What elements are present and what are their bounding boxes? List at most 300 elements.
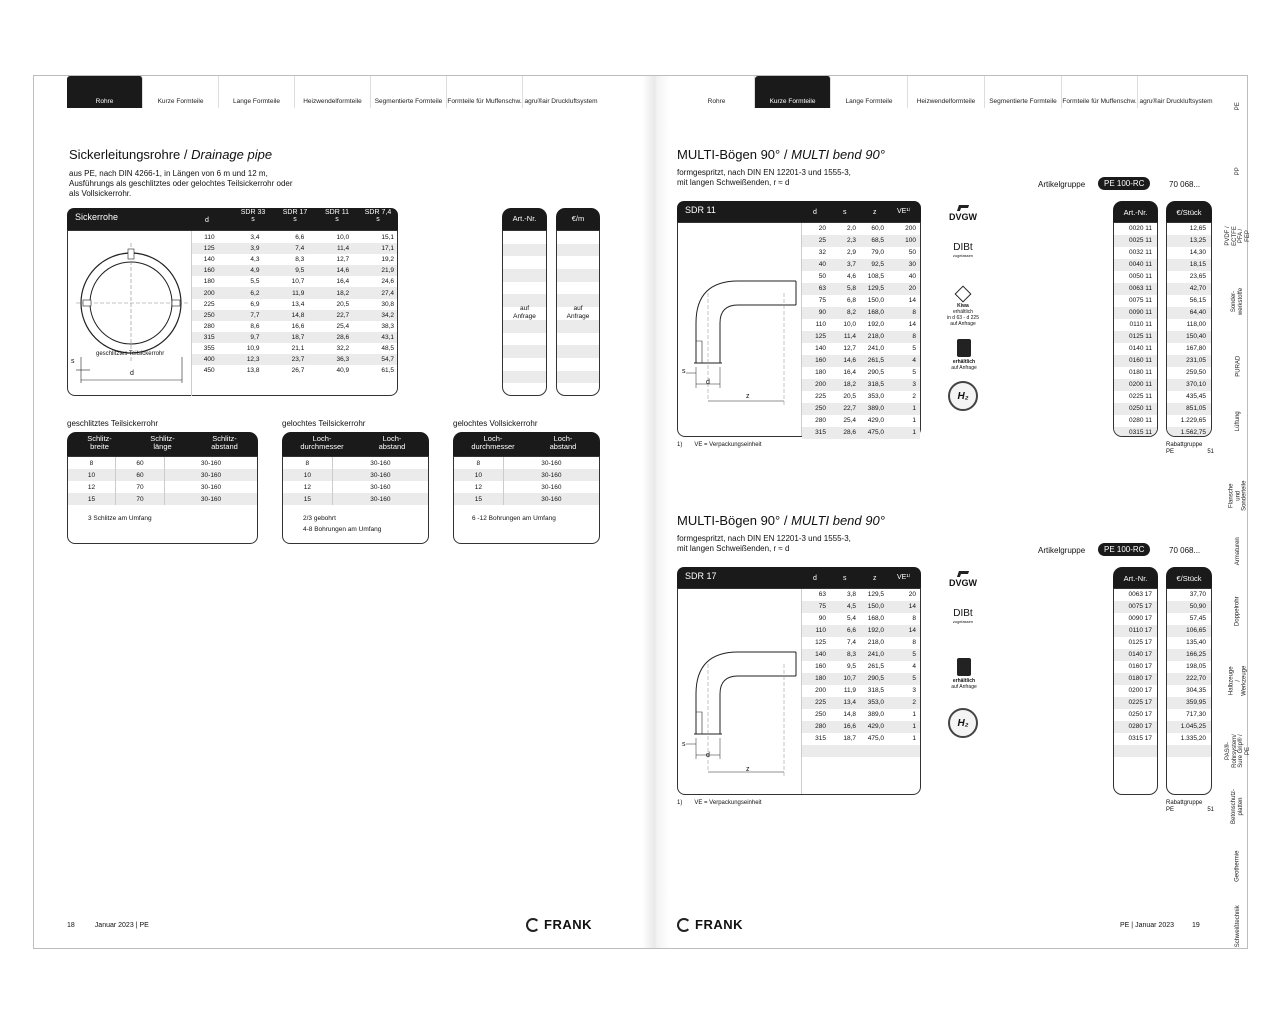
table-cell: 63 bbox=[818, 285, 826, 292]
price-cell: 851,05 bbox=[1167, 403, 1211, 415]
table-cell: 22,7 bbox=[843, 405, 856, 412]
table-cell: 11,9 bbox=[262, 287, 307, 298]
table-cell: 140 bbox=[815, 651, 826, 658]
table-cell: 20 bbox=[908, 285, 916, 292]
table-cell: 20,5 bbox=[843, 393, 856, 400]
price-cell: 717,30 bbox=[1186, 711, 1206, 718]
table-cell: 15,1 bbox=[381, 234, 394, 242]
sidebar-item-geothermie[interactable]: Geothermie bbox=[1234, 850, 1241, 882]
dim-s-label: s bbox=[71, 358, 75, 365]
table-cell: 280 bbox=[815, 417, 826, 424]
table-cell: 8 bbox=[476, 459, 481, 467]
table-cell: 125 bbox=[192, 243, 218, 254]
table-row bbox=[802, 403, 920, 415]
table-cell: 20 bbox=[818, 225, 826, 232]
tab-kurze-formteile-right[interactable]: Kurze Formteile bbox=[755, 76, 831, 108]
table-cell: 100 bbox=[905, 237, 916, 244]
bend-drawing bbox=[682, 634, 800, 784]
table-cell: 24,6 bbox=[381, 278, 394, 286]
price-cell: 57,45 bbox=[1189, 615, 1206, 622]
h2-ready-icon: H₂ bbox=[948, 381, 978, 411]
block-0-rabatt: Rabattgruppe PE 51 bbox=[1166, 442, 1214, 455]
table-cell: 1 bbox=[912, 735, 916, 742]
table-cell: 6,6 bbox=[846, 627, 856, 634]
t1-table bbox=[68, 457, 257, 505]
table-cell: 3 bbox=[912, 687, 916, 694]
table-row bbox=[192, 232, 397, 243]
table-cell: 280 bbox=[203, 322, 215, 330]
sidebar-item-pas[interactable]: PAS®-Rohrsystem/ Sure Grip® / PE bbox=[1225, 734, 1251, 768]
art-nr-cell: 0280 17 bbox=[1114, 721, 1157, 733]
dim-d-label: d bbox=[706, 752, 710, 759]
drawing-label: geschlitztes Teilsickerrohr bbox=[96, 351, 165, 357]
price-cell: 37,70 bbox=[1189, 591, 1206, 598]
price-cell: 14,30 bbox=[1189, 249, 1206, 256]
table-row bbox=[802, 235, 920, 247]
footer-right: PE | Januar 2023 19 bbox=[1120, 922, 1200, 929]
table-cell: 14 bbox=[908, 321, 916, 328]
page-gutter bbox=[642, 76, 670, 948]
sidebar-item-purad[interactable]: PURAD bbox=[1234, 355, 1241, 377]
table-cell: 26,7 bbox=[291, 367, 305, 375]
table-cell: 225 bbox=[815, 699, 826, 706]
table-cell: 21,9 bbox=[352, 265, 397, 276]
price-cell: 166,25 bbox=[1167, 649, 1211, 661]
block-1-group-label: Artikelgruppe bbox=[1038, 546, 1086, 555]
table-row bbox=[192, 310, 397, 321]
table-cell: 12 bbox=[474, 483, 482, 491]
table-row bbox=[192, 243, 397, 254]
table-cell: 1 bbox=[912, 405, 916, 412]
block-0-description: formgespritzt, nach DIN EN 12201-3 und 1555-3, mit langen Schweißenden, r ≈ d bbox=[677, 168, 851, 187]
table-cell: 68,5 bbox=[871, 237, 884, 244]
price-cell: 64,40 bbox=[1167, 307, 1211, 319]
table-cell: 30-160 bbox=[165, 481, 257, 493]
table-cell: 48,5 bbox=[381, 344, 394, 352]
table-cell: 28,6 bbox=[843, 429, 856, 436]
t1-box bbox=[67, 456, 258, 544]
table-cell: 7,7 bbox=[218, 310, 263, 321]
table-cell: 30-160 bbox=[503, 457, 599, 469]
table-row bbox=[802, 601, 920, 613]
t3-header: Loch- durchmesser Loch- abstand bbox=[453, 432, 600, 456]
table-cell: 15 bbox=[68, 493, 115, 505]
tab-muffenschw-left[interactable]: Formteile für Muffenschw. bbox=[447, 76, 523, 108]
price-cell: 222,70 bbox=[1167, 673, 1211, 685]
table-cell: 8 bbox=[912, 615, 916, 622]
sidebar-item-lueftung[interactable]: Lüftung bbox=[1234, 410, 1241, 432]
table-row bbox=[192, 254, 397, 265]
t1-note: 3 Schlitze am Umfang bbox=[88, 515, 152, 522]
table-cell: 9,5 bbox=[262, 265, 307, 276]
table-row bbox=[802, 757, 920, 769]
table-cell: 10 bbox=[68, 469, 115, 481]
table-row bbox=[68, 481, 257, 493]
table-cell: 32,2 bbox=[336, 344, 350, 352]
art-anfrage: auf Anfrage bbox=[513, 305, 536, 320]
art-nr-cell bbox=[1114, 757, 1157, 769]
table-cell: 2,3 bbox=[846, 237, 856, 244]
sidebar-item-pp[interactable]: PP bbox=[1234, 166, 1241, 176]
price-cell: 56,15 bbox=[1189, 297, 1206, 304]
table-cell: 1 bbox=[912, 429, 916, 436]
block-0-group-no: 70 068... bbox=[1169, 180, 1201, 189]
price-cell: 370,10 bbox=[1167, 379, 1211, 391]
dibt-logo: DIBt zugelassen bbox=[952, 608, 974, 624]
table-row bbox=[192, 332, 397, 343]
table-row bbox=[802, 697, 920, 709]
price-cell: 198,05 bbox=[1186, 663, 1206, 670]
sidebar-item-flansche[interactable]: Flansche und Sonderteile bbox=[1228, 480, 1248, 512]
art-nr-cell: 0090 11 bbox=[1114, 307, 1157, 319]
table-cell: 30-160 bbox=[503, 469, 599, 481]
block-1-art-header: Art.-Nr. bbox=[1113, 567, 1158, 589]
table-cell: 43,1 bbox=[352, 332, 397, 343]
tab-rohre-left[interactable]: Rohre bbox=[67, 76, 143, 108]
dim-d-label: d bbox=[130, 370, 134, 377]
sidebar-item-sonderwerkstoffe[interactable]: Sonder-werkstoffe bbox=[1231, 287, 1245, 315]
sidebar-item-pe[interactable]: PE bbox=[1234, 101, 1241, 111]
table-cell: 40 bbox=[818, 261, 826, 268]
table-cell: 8,3 bbox=[295, 256, 305, 264]
table-cell: 14,6 bbox=[843, 357, 856, 364]
table-cell: 22,7 bbox=[307, 310, 352, 321]
table-cell: 318,5 bbox=[867, 381, 884, 388]
art-nr-cell: 0225 17 bbox=[1114, 697, 1157, 709]
table-cell: 450 bbox=[203, 367, 215, 375]
art-nr-cell: 0160 11 bbox=[1114, 355, 1157, 367]
table-cell: 3,8 bbox=[846, 591, 856, 598]
block-0-title: MULTI-Bögen 90° / MULTI bend 90° bbox=[677, 147, 885, 162]
table-cell: 110 bbox=[815, 321, 826, 328]
table-cell: 290,5 bbox=[867, 675, 884, 682]
table-cell: 60 bbox=[115, 457, 164, 469]
table-cell: 30-160 bbox=[332, 493, 428, 505]
block-0-art-column bbox=[1113, 222, 1158, 437]
table-cell: 32 bbox=[818, 249, 826, 256]
table-cell: 150,0 bbox=[867, 603, 884, 610]
drainage-pipe-drawing bbox=[76, 237, 188, 387]
price-cell: 1.229,65 bbox=[1180, 417, 1206, 424]
sidebar-item-pvdf[interactable]: PVDF / ECTFE PFA / FEP bbox=[1225, 226, 1251, 246]
tab-lange-formteile-left[interactable]: Lange Formteile bbox=[219, 76, 295, 108]
tab-agruair-right[interactable]: agru®air Druckluftsystem bbox=[1139, 98, 1213, 105]
table-cell: 261,5 bbox=[867, 357, 884, 364]
table-cell: 218,0 bbox=[867, 333, 884, 340]
table-row bbox=[192, 365, 397, 376]
table-cell: 30 bbox=[908, 261, 916, 268]
block-1-group-no: 70 068... bbox=[1169, 546, 1201, 555]
art-nr-cell: 0110 17 bbox=[1114, 625, 1157, 637]
sidebar-item-halbzeuge[interactable]: Halbzeuge / Werkzeuge bbox=[1228, 665, 1248, 697]
table-cell: 38,3 bbox=[381, 322, 394, 330]
table-cell: 25,4 bbox=[843, 417, 856, 424]
table-cell: 70 bbox=[115, 481, 164, 493]
block-1-group-badge: PE 100-RC bbox=[1098, 543, 1150, 556]
table-row bbox=[802, 331, 920, 343]
price-cell: 118,00 bbox=[1186, 321, 1206, 328]
table-cell: 20,5 bbox=[336, 300, 350, 308]
table-cell: 140 bbox=[815, 345, 826, 352]
table-cell: 8,2 bbox=[846, 309, 856, 316]
table-row bbox=[802, 589, 920, 601]
price-cell: 150,40 bbox=[1167, 331, 1211, 343]
price-cell: 106,65 bbox=[1167, 625, 1211, 637]
tab-agruair-left[interactable]: agru®air Druckluftsystem bbox=[524, 98, 598, 105]
table-row bbox=[802, 721, 920, 733]
table-row bbox=[283, 481, 428, 493]
table-cell: 30-160 bbox=[332, 481, 428, 493]
table-row bbox=[802, 427, 920, 439]
sidebar-item-betonschutz[interactable]: Betonschutz-platten bbox=[1231, 788, 1244, 824]
table-cell: 225 bbox=[815, 393, 826, 400]
sickerrohe-header: Sickerrohe d SDR 33 s SDR 17 s SDR 11 s SDR 7,4 s bbox=[67, 208, 398, 231]
price-header-left: €/m bbox=[556, 208, 600, 230]
sickerrohe-table bbox=[192, 232, 397, 376]
sidebar-item-doppelrohr[interactable]: Doppelrohr bbox=[1234, 596, 1241, 626]
sickerrohe-box bbox=[67, 230, 398, 396]
table-cell: 429,0 bbox=[867, 723, 884, 730]
tab-heizwendel-left[interactable]: Heizwendelformteile bbox=[295, 76, 371, 108]
table-cell: 30-160 bbox=[503, 493, 599, 505]
table-row bbox=[802, 319, 920, 331]
table-cell: 192,0 bbox=[867, 627, 884, 634]
table-cell: 30-160 bbox=[332, 457, 428, 469]
table-cell: 7,4 bbox=[846, 639, 856, 646]
table-cell: 5,5 bbox=[250, 278, 260, 286]
wras-cert: erhältlich auf Anfrage bbox=[948, 658, 980, 690]
price-cell bbox=[1167, 745, 1211, 757]
table-cell: 30-160 bbox=[332, 469, 428, 481]
table-cell: 3,7 bbox=[846, 261, 856, 268]
price-cell: 135,40 bbox=[1186, 639, 1206, 646]
table-cell: 8,3 bbox=[846, 651, 856, 658]
table-row bbox=[802, 271, 920, 283]
block-0-price-header: €/Stück bbox=[1166, 201, 1212, 223]
block-1-footnote: 1) VE = Verpackungseinheit bbox=[677, 800, 762, 806]
dibt-logo: DIBt zugelassen bbox=[952, 242, 974, 258]
block-1-description: formgespritzt, nach DIN EN 12201-3 und 1555-3, mit langen Schweißenden, r ≈ d bbox=[677, 534, 851, 553]
table-cell: 389,0 bbox=[867, 711, 884, 718]
table-row bbox=[192, 321, 397, 332]
dim-z-label: z bbox=[746, 393, 750, 400]
t2-table bbox=[283, 457, 428, 505]
price-cell: 359,95 bbox=[1167, 697, 1211, 709]
table-cell: 10 bbox=[283, 469, 332, 481]
table-cell: 4 bbox=[912, 663, 916, 670]
block-0-footnote: 1) VE = Verpackungseinheit bbox=[677, 442, 762, 448]
table-cell: 5,4 bbox=[846, 615, 856, 622]
table-row bbox=[802, 367, 920, 379]
table-cell: 16,6 bbox=[843, 723, 856, 730]
table-cell: 10,0 bbox=[843, 321, 856, 328]
dvgw-logo: DVGW bbox=[947, 571, 979, 588]
table-cell: 2 bbox=[912, 393, 916, 400]
table-cell: 429,0 bbox=[867, 417, 884, 424]
art-nr-cell: 0160 17 bbox=[1128, 663, 1152, 670]
block-0-art-header: Art.-Nr. bbox=[1113, 201, 1158, 223]
table-cell: 125 bbox=[815, 333, 826, 340]
table-row bbox=[68, 493, 257, 505]
table-cell: 315 bbox=[815, 735, 826, 742]
table-cell: 30-160 bbox=[165, 457, 257, 469]
table-cell: 2 bbox=[912, 699, 916, 706]
table-cell: 1 bbox=[912, 711, 916, 718]
table-cell: 14 bbox=[908, 603, 916, 610]
table-cell: 20 bbox=[908, 591, 916, 598]
table-cell: 160 bbox=[815, 357, 826, 364]
table-cell: 36,3 bbox=[307, 354, 352, 365]
price-cell: 42,70 bbox=[1167, 283, 1211, 295]
table-cell: 3,4 bbox=[250, 234, 260, 242]
table-cell: 92,5 bbox=[871, 261, 884, 268]
table-cell: 30-160 bbox=[165, 493, 257, 505]
tab-muffenschw-right[interactable]: Formteile für Muffenschw. bbox=[1062, 76, 1138, 108]
table-row bbox=[802, 637, 920, 649]
table-row bbox=[283, 469, 428, 481]
table-cell: 54,7 bbox=[352, 354, 397, 365]
table-cell: 10,0 bbox=[336, 234, 350, 242]
price-anfrage: auf Anfrage bbox=[566, 305, 590, 320]
art-nr-cell: 0050 11 bbox=[1128, 273, 1152, 280]
block-0-box bbox=[677, 222, 921, 437]
table-cell: 4,9 bbox=[218, 265, 263, 276]
table-cell: 18,2 bbox=[307, 287, 352, 298]
block-1-title: MULTI-Bögen 90° / MULTI bend 90° bbox=[677, 513, 885, 528]
table-cell: 389,0 bbox=[867, 405, 884, 412]
table-cell: 75 bbox=[818, 603, 826, 610]
art-nr-cell: 0280 11 bbox=[1128, 417, 1152, 424]
table-cell: 14,8 bbox=[262, 310, 307, 321]
table-cell: 2,0 bbox=[846, 225, 856, 232]
price-cell: 1.335,20 bbox=[1180, 735, 1206, 742]
art-nr-cell: 0075 17 bbox=[1114, 601, 1157, 613]
table-cell: 30-160 bbox=[503, 481, 599, 493]
price-cell: 23,65 bbox=[1189, 273, 1206, 280]
table-cell: 13,4 bbox=[291, 300, 305, 308]
art-nr-cell: 0250 17 bbox=[1128, 711, 1152, 718]
table-cell: 250 bbox=[192, 310, 218, 321]
block-0-group-label: Artikelgruppe bbox=[1038, 180, 1086, 189]
table-cell: 50 bbox=[908, 249, 916, 256]
art-nr-cell: 0090 17 bbox=[1128, 615, 1152, 622]
frank-logo-left: FRANK bbox=[526, 917, 592, 932]
table-row bbox=[68, 457, 257, 469]
art-nr-cell: 0075 11 bbox=[1128, 297, 1152, 304]
frank-logo-mark bbox=[677, 918, 691, 932]
table-cell: 180 bbox=[815, 675, 826, 682]
art-nr-cell: 0063 11 bbox=[1114, 283, 1157, 295]
table-row bbox=[68, 469, 257, 481]
table-cell: 6,2 bbox=[218, 287, 263, 298]
table-cell: 10 bbox=[454, 469, 503, 481]
sidebar-item-armaturen[interactable]: Armaturen bbox=[1234, 536, 1241, 566]
art-nr-cell: 0040 11 bbox=[1114, 259, 1157, 271]
table-cell: 315 bbox=[192, 332, 218, 343]
table-cell: 160 bbox=[815, 663, 826, 670]
art-nr-cell: 0032 11 bbox=[1128, 249, 1152, 256]
table-cell: 475,0 bbox=[867, 735, 884, 742]
table-cell: 13,4 bbox=[843, 699, 856, 706]
t3-note: 6 -12 Bohrungen am Umfang bbox=[472, 515, 556, 522]
tab-kurze-formteile-left[interactable]: Kurze Formteile bbox=[143, 76, 219, 108]
price-cell: 167,80 bbox=[1186, 345, 1206, 352]
table-cell: 5 bbox=[912, 651, 916, 658]
table-cell: 15 bbox=[454, 493, 503, 505]
table-row bbox=[802, 613, 920, 625]
table-cell: 200 bbox=[815, 687, 826, 694]
table-row bbox=[802, 745, 920, 757]
art-nr-cell: 0063 17 bbox=[1128, 591, 1152, 598]
table-cell: 315 bbox=[815, 429, 826, 436]
table-cell: 75 bbox=[818, 297, 826, 304]
table-cell: 6,9 bbox=[250, 300, 260, 308]
tab-rohre-right[interactable]: Rohre bbox=[679, 76, 755, 108]
table-cell: 15 bbox=[283, 493, 332, 505]
table-row bbox=[192, 354, 397, 365]
dim-s-label: s bbox=[682, 741, 686, 748]
block-1-box bbox=[677, 588, 921, 795]
table-cell: 19,2 bbox=[381, 256, 394, 264]
price-cell: 13,25 bbox=[1167, 235, 1211, 247]
table-cell: 40,9 bbox=[336, 367, 350, 375]
left-description: aus PE, nach DIN 4266-1, in Längen von 6 m und 12 m, Ausführungs als geschlitztes oder gelochtes Teilsickerrohr oder als Vollsickerrohr. bbox=[69, 169, 293, 198]
table-cell: 25,4 bbox=[336, 322, 350, 330]
block-1-rabatt: Rabattgruppe PE 51 bbox=[1166, 800, 1214, 813]
price-cell: 435,45 bbox=[1186, 393, 1206, 400]
table-cell: 40 bbox=[908, 273, 916, 280]
sidebar-item-schweisstechnik[interactable]: Schweißtechnik bbox=[1234, 904, 1241, 948]
table-row bbox=[192, 343, 397, 354]
tabbar-right bbox=[679, 76, 1214, 108]
table-cell: 34,2 bbox=[352, 310, 397, 321]
tab-segmentierte-left[interactable]: Segmentierte Formteile bbox=[371, 76, 447, 108]
tab-lange-formteile-right[interactable]: Lange Formteile bbox=[831, 76, 908, 108]
art-nr-cell: 0180 17 bbox=[1114, 673, 1157, 685]
table-cell: 14,6 bbox=[307, 265, 352, 276]
table-cell: 192,0 bbox=[867, 321, 884, 328]
table-cell: 10,7 bbox=[291, 278, 305, 286]
tab-heizwendel-right[interactable]: Heizwendelformteile bbox=[908, 76, 985, 108]
table-row bbox=[192, 287, 397, 298]
table-cell: 13,8 bbox=[246, 367, 260, 375]
table-cell: 14,8 bbox=[843, 711, 856, 718]
table-cell: 250 bbox=[815, 405, 826, 412]
table-cell: 280 bbox=[815, 723, 826, 730]
price-cell: 12,65 bbox=[1189, 225, 1206, 232]
block-1-art-column bbox=[1113, 588, 1158, 795]
table-row bbox=[192, 276, 397, 287]
table-cell: 23,7 bbox=[262, 354, 307, 365]
table-row bbox=[802, 295, 920, 307]
table-cell: 225 bbox=[203, 300, 215, 308]
table-cell: 10,7 bbox=[843, 675, 856, 682]
table-row bbox=[802, 259, 920, 271]
table-cell: 6,6 bbox=[295, 234, 305, 242]
table-cell: 14 bbox=[908, 297, 916, 304]
art-nr-cell: 0140 17 bbox=[1114, 649, 1157, 661]
art-nr-cell: 0315 17 bbox=[1128, 735, 1152, 742]
table-cell: 168,0 bbox=[867, 615, 884, 622]
table-row bbox=[802, 247, 920, 259]
price-cell bbox=[1167, 757, 1211, 769]
t1-title: geschlitztes Teilsickerrohr bbox=[67, 419, 158, 428]
table-cell: 125 bbox=[815, 639, 826, 646]
table-cell: 11,9 bbox=[843, 687, 856, 694]
tab-segmentierte-right[interactable]: Segmentierte Formteile bbox=[985, 76, 1062, 108]
page-title-left: Sickerleitungsrohre / Drainage pipe bbox=[69, 147, 273, 162]
table-cell: 8 bbox=[912, 333, 916, 340]
